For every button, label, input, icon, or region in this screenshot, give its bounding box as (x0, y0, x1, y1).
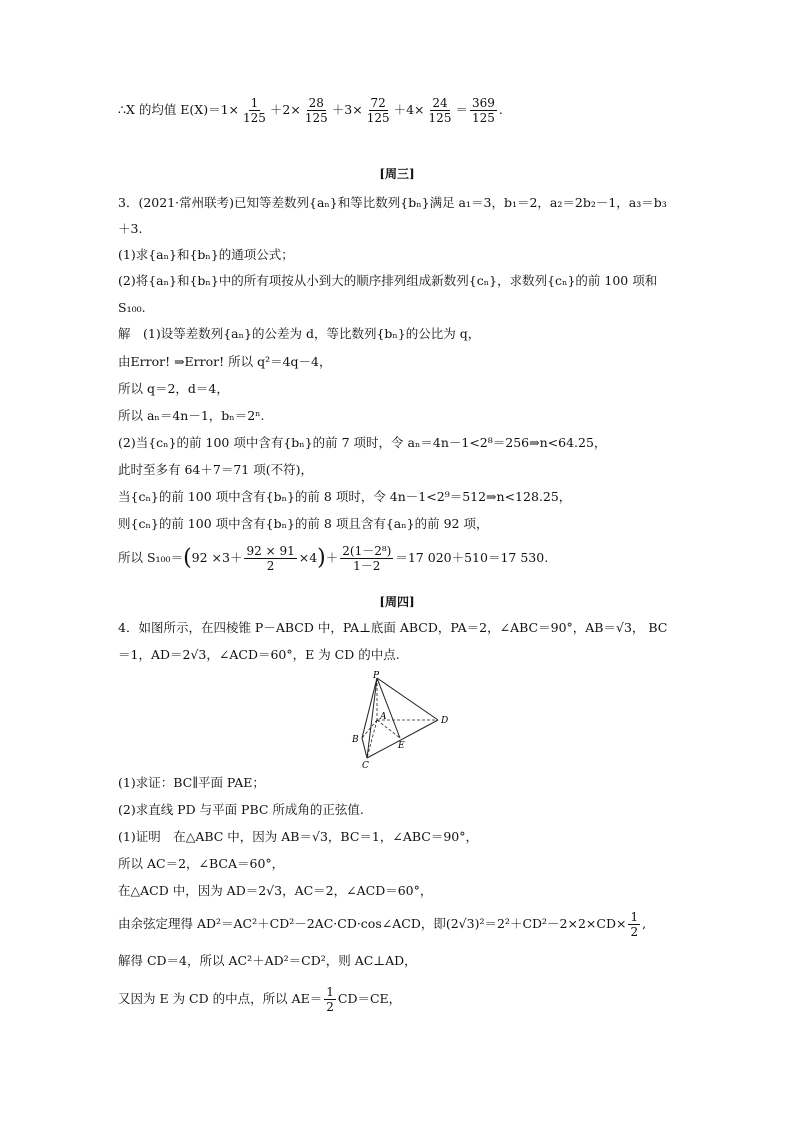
fraction: $\frac{28}{125}$ (304, 96, 328, 125)
q4-line: 4．如图所示，在四棱锥 P－ABCD 中，PA⊥底面 ABCD，PA＝2，∠ABC＝90°，AB＝√3， BC (118, 620, 668, 635)
fraction: $\frac{369}{125}$ (471, 96, 495, 125)
fraction: $\frac{1}{2}$ (326, 985, 334, 1014)
q3-solution-line: 所以 q＝2，d＝4， (118, 381, 229, 396)
fraction: $\frac{1}{2}$ (630, 910, 639, 939)
label-a: A (380, 712, 387, 722)
edge-pc (367, 678, 377, 758)
q3-sum-line: 所以 S₁₀₀＝(92 ×3＋ $\frac{92 \times 91}{2}$ ×4)＋ $\frac{\text{2(1－2⁸)}}{1-2}$ ＝17 020＋510＝17 530. (118, 544, 549, 573)
q4-line: (2)求直线 PD 与平面 PBC 所成角的正弦值. (118, 802, 364, 817)
q3-line: 3．(2021·常州联考)已知等差数列{aₙ}和等比数列{bₙ}满足 a₁＝3，b₁＝2，a₂＝2b₂－1，a₃＝b₃ (118, 195, 667, 210)
q3-solution-line: 当{cₙ}的前 100 项中含有{bₙ}的前 8 项时，令 4n－1<2⁹＝512⇒n<128.25， (118, 489, 572, 504)
fraction: $\frac{92 \times 91}{2}$ (246, 544, 295, 573)
q4-line: ＝1，AD＝2√3，∠ACD＝60°，E 为 CD 的中点. (118, 647, 400, 662)
fraction: $\frac{72}{125}$ (366, 96, 390, 125)
fraction: $\frac{24}{125}$ (428, 96, 452, 125)
q4-solution-line: (1)证明 在△ABC 中，因为 AB＝√3，BC＝1，∠ABC＝90°， (118, 829, 478, 844)
label-p: P (373, 671, 380, 681)
q3-solution-line: (2)当{cₙ}的前 100 项中含有{bₙ}的前 7 项时，令 aₙ＝4n－1<2⁸＝256⇒n<64.25， (118, 435, 607, 450)
expectation-prefix: ∴X 的均值 E(X)＝1× (118, 102, 240, 117)
q4-solution-line: 在△ACD 中，因为 AD＝2√3，AC＝2，∠ACD＝60°， (118, 883, 433, 898)
label-c: C (362, 761, 369, 770)
edge-bc (362, 738, 367, 758)
q4-solution-line: 解得 CD＝4，所以 AC²＋AD²＝CD²，则 AC⊥AD， (118, 953, 417, 968)
q3-solution-line: 此时至多有 64＋7＝71 项(不符)， (118, 462, 313, 477)
q3-line: (2)将{aₙ}和{bₙ}中的所有项按从小到大的顺序排列组成新数列{cₙ}，求数列{cₙ}的前 100 项和 (118, 273, 658, 288)
label-d: D (441, 716, 449, 726)
edge-pe (377, 678, 400, 738)
q4-solution-line: 所以 AC＝2，∠BCA＝60°， (118, 856, 285, 871)
expectation-line: ∴X 的均值 E(X)＝1× $\frac{1}{125}$ ＋2× $\frac{28}{125}$ ＋3× $\frac{72}{125}$ ＋4× $\frac{24}{125}$ ＝ $\frac{369}{125}$ . (118, 96, 503, 125)
edge-cd (367, 720, 438, 758)
fraction: $\frac{1}{125}$ (243, 96, 266, 125)
q3-line: ＋3. (118, 221, 143, 236)
q4-solution-line: 又因为 E 为 CD 的中点，所以 AE＝ $\frac{1}{2}$ CD＝CE， (118, 985, 402, 1014)
fraction: $\frac{\text{2(1－2⁸)}}{1-2}$ (342, 544, 392, 573)
q3-solution-line: 则{cₙ}的前 100 项中含有{bₙ}的前 8 项且含有{aₙ}的前 92 项， (118, 516, 489, 531)
q3-line: S₁₀₀. (118, 300, 146, 315)
q3-line: (1)求{aₙ}和{bₙ}的通项公式； (118, 247, 294, 262)
q3-solution-line: 由Error! ⇒Error! 所以 q²＝4q－4， (118, 354, 332, 369)
q4-line: (1)求证：BC∥平面 PAE； (118, 775, 265, 790)
section-heading-thursday: [周四] (379, 595, 415, 609)
label-b: B (352, 735, 359, 745)
pyramid-figure (340, 670, 460, 770)
q3-solution-line: 所以 aₙ＝4n－1，bₙ＝2ⁿ. (118, 408, 265, 423)
q4-solution-line: 由余弦定理得 AD²＝AC²＋CD²－2AC·CD·cos∠ACD，即(2√3)²＝2²＋CD²－2×2×CD× $\frac{1}{2}$ , (118, 910, 647, 939)
q3-solution-line: 解 (1)设等差数列{aₙ}的公差为 d，等比数列{bₙ}的公比为 q， (118, 326, 481, 341)
section-heading-wednesday: [周三] (379, 167, 415, 181)
label-e: E (398, 741, 405, 751)
